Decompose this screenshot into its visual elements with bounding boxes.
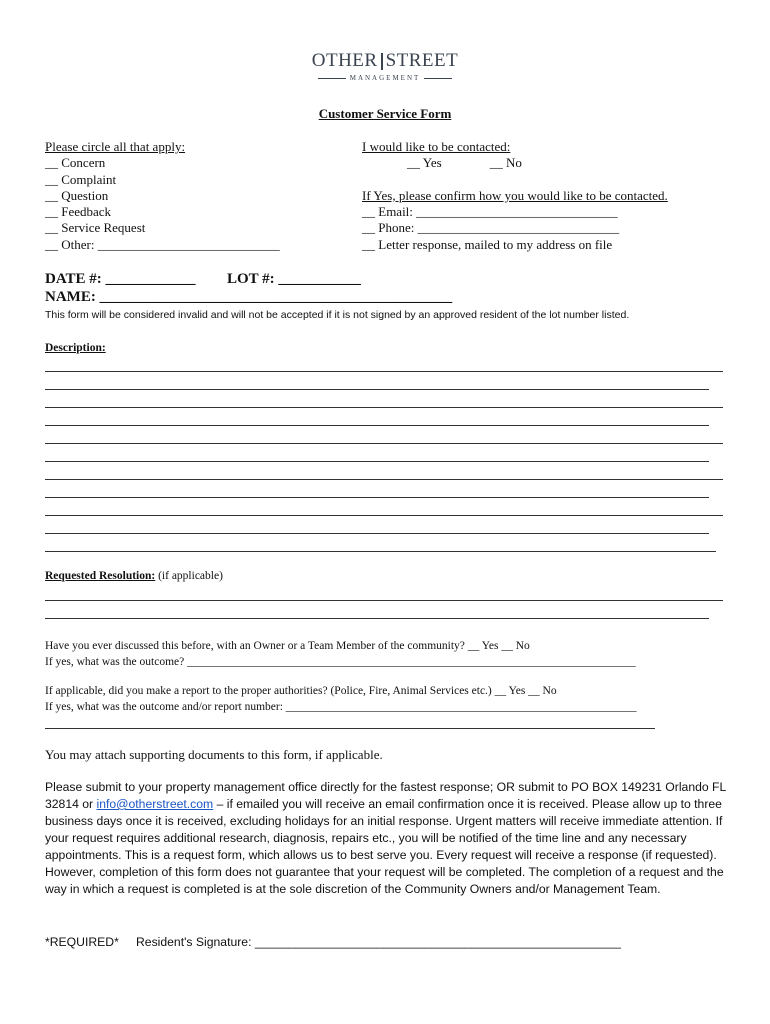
contact-section [362, 139, 668, 253]
discussed-question[interactable]: Have you ever discussed this before, with an Owner or a Team Member of the community? __ Yes __ No [45, 640, 530, 652]
discussed-outcome-field[interactable]: If yes, what was the outcome? ______________________________________________________________________________ [45, 656, 636, 668]
resolution-line[interactable] [45, 600, 723, 601]
attach-note: You may attach supporting documents to this form, if applicable. [45, 747, 383, 762]
contact-no-option[interactable]: __ No [489, 155, 522, 171]
authorities-extra-line[interactable] [45, 728, 655, 729]
description-line[interactable] [45, 371, 723, 372]
resolution-note: (if applicable) [155, 570, 223, 582]
contact-letter-option[interactable]: __ Letter response, mailed to my address on file [362, 236, 613, 252]
description-line[interactable] [45, 461, 709, 462]
required-marker: *REQUIRED* [45, 935, 119, 949]
description-line[interactable] [45, 551, 716, 552]
contact-phone-field[interactable]: __ Phone: _______________________________ [362, 220, 620, 236]
date-field[interactable]: DATE #: ____________ [45, 271, 196, 287]
name-field[interactable]: NAME: _______________________________________________ [45, 289, 453, 305]
email-link[interactable]: info@otherstreet.com [96, 797, 214, 811]
contact-yes-option[interactable]: __ Yes [407, 155, 442, 171]
description-line[interactable] [45, 479, 723, 480]
description-label: Description: [45, 342, 106, 354]
contact-heading: I would like to be contacted: [362, 139, 511, 154]
submission-instructions [45, 779, 735, 898]
company-logo [311, 50, 459, 82]
resolution-line[interactable] [45, 618, 709, 619]
submission-text-details: – if emailed you will receive an email confirmation once it is received. Please allow up to three business days once it is received, excluding holidays for an initial response. Urgent matters will receive immediate attention. If your request requires additional research, diagnosis, repairs etc., you will be notified of the time line and any necessary appointments. This is a request form, which allows us to best serve you. Every request will receive a response (if requested). However, completion of this form does not guarantee that your request will be completed. The completion of a request and the way in which a request is completed is at the sole discretion of the Community Owners and/or Management Team. [45, 797, 724, 896]
signature-field[interactable]: Resident's Signature: ______________________________________________________ [136, 935, 621, 949]
description-line[interactable] [45, 389, 709, 390]
description-line[interactable] [45, 407, 723, 408]
option-concern[interactable]: __ Concern [45, 155, 106, 171]
request-type-heading: Please circle all that apply: [45, 139, 186, 154]
option-complaint[interactable]: __ Complaint [45, 171, 117, 187]
submission-text-intro: Please submit to your property management office directly for the fastest response; OR submit to PO BOX 149231 Orlando FL 32814 or [45, 780, 726, 811]
invalid-note: This form will be considered invalid and will not be accepted if it is not signed by an approved resident of the lot number listed. [45, 309, 630, 321]
logo-divider [381, 53, 383, 70]
option-service-request[interactable]: __ Service Request [45, 220, 146, 236]
resolution-heading [45, 570, 223, 582]
option-feedback[interactable]: __ Feedback [45, 204, 112, 220]
description-line[interactable] [45, 425, 709, 426]
logo-subtext: MANAGEMENT [349, 74, 421, 82]
authorities-question[interactable]: If applicable, did you make a report to the proper authorities? (Police, Fire, Animal Services etc.) __ Yes __ No [45, 685, 557, 697]
logo-rule-right [424, 78, 452, 79]
request-type-section [45, 139, 280, 253]
description-line[interactable] [45, 443, 723, 444]
description-line[interactable] [45, 533, 709, 534]
contact-choice-row [362, 155, 668, 171]
description-line[interactable] [45, 497, 709, 498]
resolution-label: Requested Resolution: [45, 570, 156, 582]
logo-rule-left [318, 78, 346, 79]
lot-field[interactable]: LOT #: ___________ [227, 271, 361, 287]
authorities-outcome-field[interactable]: If yes, what was the outcome and/or report number: _____________________________________________________________ [45, 701, 637, 713]
logo-text-street: STREET [385, 50, 459, 71]
description-line[interactable] [45, 515, 723, 516]
contact-method-heading: If Yes, please confirm how you would like to be contacted. [362, 187, 668, 203]
contact-email-field[interactable]: __ Email: _______________________________ [362, 204, 618, 220]
option-question[interactable]: __ Question [45, 187, 109, 203]
form-title: Customer Service Form [318, 106, 452, 121]
option-other[interactable]: __ Other: ____________________________ [45, 236, 280, 252]
logo-text-other: OTHER [311, 50, 378, 71]
